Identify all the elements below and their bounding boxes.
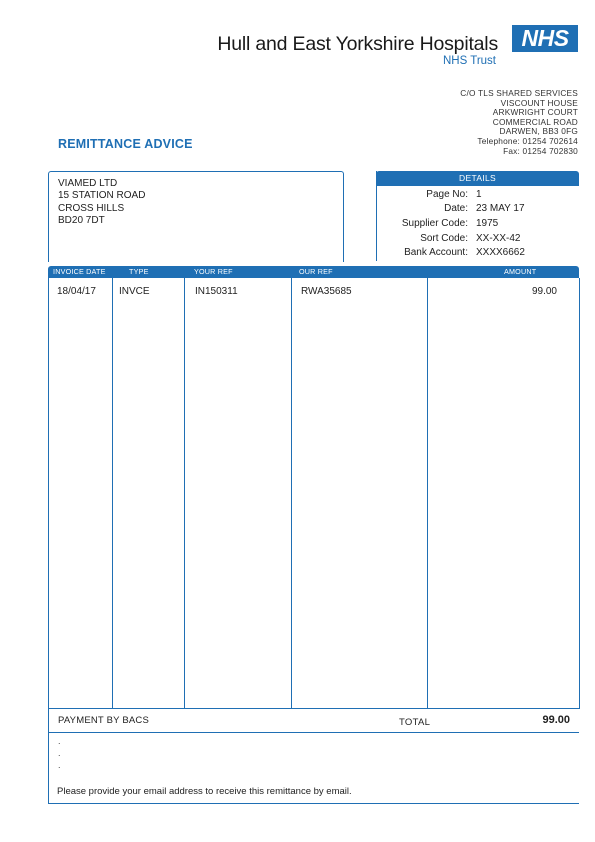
column-header-type: TYPE [129,267,149,276]
address-line: Telephone: 01254 702614 [477,135,578,146]
column-header-our-ref: OUR REF [299,267,333,276]
supplier-line: CROSS HILLS [58,202,125,214]
nhs-logo: NHS [512,25,578,52]
column-divider [291,278,292,708]
cell-your-ref: IN150311 [195,286,238,297]
column-header-amount: AMOUNT [504,267,537,276]
detail-value: XX-XX-42 [476,233,521,244]
supplier-line: VIAMED LTD [58,178,118,189]
cell-amount: 99.00 [531,286,557,297]
cell-invoice-date: 18/04/17 [57,286,96,297]
organisation-subtitle: NHS Trust [442,55,496,67]
detail-value: 1975 [476,218,499,229]
email-note: Please provide your email address to receive this remittance by email. [57,786,352,797]
note-dot: . [58,760,61,770]
address-line: ARKWRIGHT COURT [492,107,578,118]
supplier-line: BD20 7DT [58,214,105,226]
address-line: C/O TLS SHARED SERVICES [460,88,578,98]
details-heading: DETAILS [376,171,579,186]
total-label: TOTAL [399,717,431,728]
detail-value: 1 [476,189,482,200]
detail-label: Supplier Code: [401,218,468,229]
cell-our-ref: RWA35685 [301,286,352,297]
detail-value: XXXX6662 [476,247,525,258]
note-dot: . [58,748,61,758]
detail-row-date [376,202,579,216]
payment-method: PAYMENT BY BACS [58,715,149,726]
address-line: VISCOUNT HOUSE [500,97,578,108]
column-divider [112,278,113,708]
detail-label: Sort Code: [420,233,468,244]
address-line: COMMERCIAL ROAD [492,116,578,127]
detail-label: Bank Account: [404,247,468,258]
note-dot: . [58,736,61,746]
sender-address [410,89,578,156]
detail-row-page [376,188,579,202]
address-line: Fax: 01254 702830 [503,145,578,156]
detail-label: Page No: [426,189,468,200]
table-body [48,278,580,709]
total-value: 99.00 [542,714,570,726]
column-header-your-ref: YOUR REF [194,267,233,276]
column-divider [427,278,428,708]
address-line: DARWEN, BB3 0FG [499,126,578,137]
supplier-line: 15 STATION ROAD [58,190,146,202]
supplier-address [58,178,145,227]
organisation-name: Hull and East Yorkshire Hospitals [217,33,498,55]
detail-row-sort-code [376,232,579,246]
detail-row-supplier-code [376,217,579,231]
cell-type: INVCE [119,286,150,297]
table-header [48,266,579,278]
detail-label: Date: [444,203,468,214]
column-header-invoice-date: INVOICE DATE [53,267,106,276]
detail-row-bank-account [376,246,579,260]
detail-value: 23 MAY 17 [476,203,525,214]
column-divider [184,278,185,708]
document-title: REMITTANCE ADVICE [58,137,193,151]
